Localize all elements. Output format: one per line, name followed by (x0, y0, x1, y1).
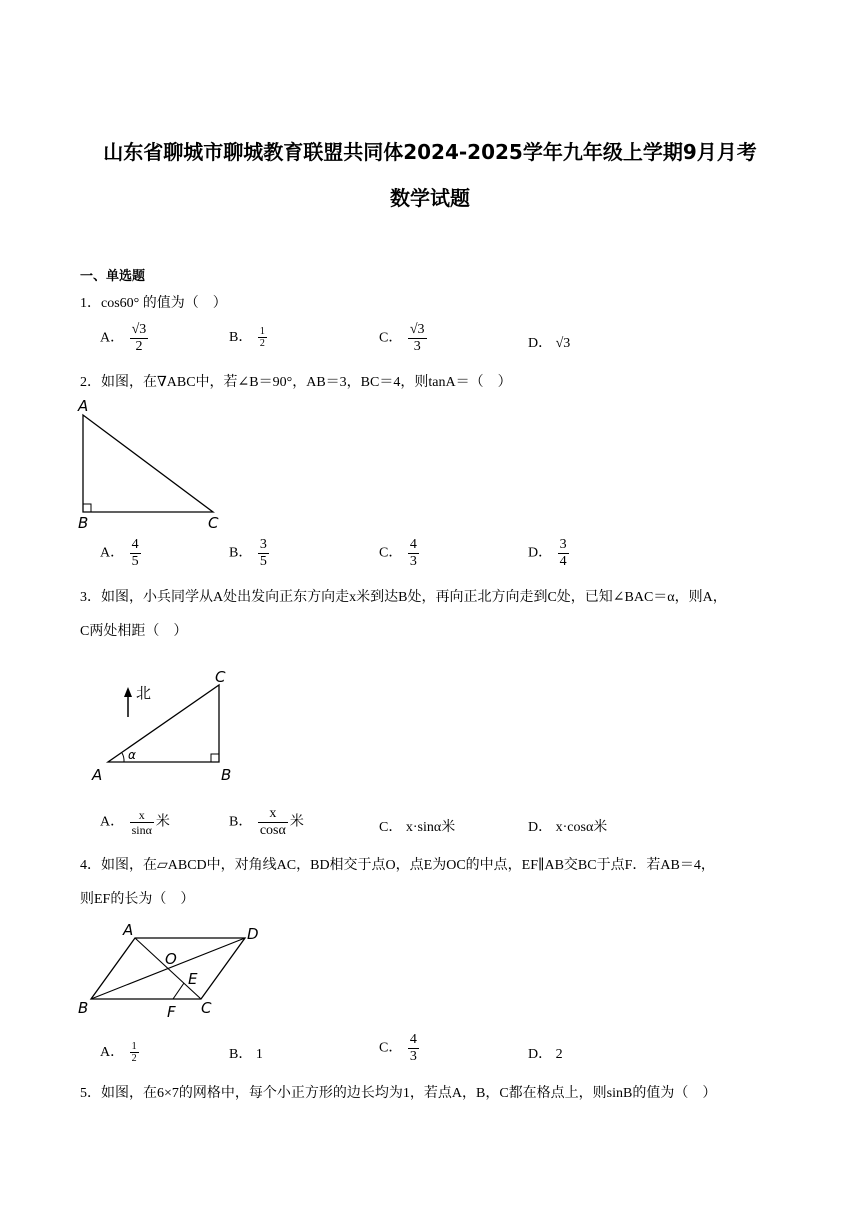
option-letter: C． (379, 820, 403, 835)
vertex-label-b: B (221, 766, 232, 784)
vertex-label-a: A (78, 397, 89, 415)
option-letter: A． (100, 545, 125, 561)
option-letter: B． (229, 814, 253, 830)
vertex-label-c: C (208, 514, 219, 532)
q2-option-c[interactable] (379, 537, 421, 570)
option-letter: A． (100, 330, 125, 346)
option-letter: A． (100, 814, 125, 830)
q4-option-a[interactable] (100, 1041, 141, 1064)
vertex-label-a: A (123, 921, 134, 939)
unit-label: 米 (441, 820, 456, 835)
point-label-e: E (188, 970, 198, 988)
unit-label: 米 (289, 814, 304, 830)
q3-option-a[interactable] (100, 808, 170, 837)
option-letter: B． (229, 1047, 253, 1062)
point-label-o: O (165, 950, 177, 968)
q3-option-c[interactable] (379, 816, 455, 836)
q2-option-b[interactable] (229, 537, 271, 570)
north-label: 北 (136, 684, 152, 702)
fraction-denominator: 4 (559, 554, 567, 569)
vertex-label-d: D (247, 925, 259, 943)
fraction-denominator: 2 (131, 1053, 137, 1065)
question-2-stem: 2．如图，在∇ABC中，若∠B＝90°，AB＝3，BC＝4，则tanA＝（ ） (80, 375, 512, 390)
vertex-label-c: C (201, 999, 212, 1017)
unit-label: 米 (593, 820, 608, 835)
fraction-numerator: 1 (259, 326, 265, 338)
option-letter: D． (528, 545, 553, 561)
option-letter: B． (229, 330, 253, 345)
section-heading: 一、单选题 (80, 269, 146, 284)
vertex-label-b: B (78, 514, 89, 532)
fraction-denominator: 2 (135, 339, 143, 354)
fraction-numerator: x (258, 806, 288, 823)
fraction-numerator: 3 (259, 537, 267, 552)
q1-option-b[interactable] (229, 326, 269, 349)
question-4-stem-line1: 4．如图，在▱ABCD中，对角线AC，BD相交于点O，点E为OC的中点，EF∥AB交BC于点F．若AB＝4， (80, 858, 715, 873)
option-value: √3 (555, 336, 571, 351)
q4-option-c[interactable] (379, 1032, 421, 1065)
q1-option-c[interactable] (379, 322, 429, 355)
option-letter: C． (379, 1040, 403, 1056)
option-value: 2 (555, 1047, 563, 1062)
q1-option-d[interactable] (528, 332, 570, 352)
page-title: 山东省聊城市聊城教育联盟共同体2024-2025学年九年级上学期9月月考 (103, 140, 757, 164)
q2-option-a[interactable] (100, 537, 143, 570)
fraction-denominator: 5 (259, 554, 267, 569)
option-value: x·sinα (405, 820, 442, 835)
option-letter: D． (528, 820, 553, 835)
unit-label: 米 (155, 814, 170, 830)
option-letter: A． (100, 1045, 125, 1060)
q4-parallelogram-figure (75, 922, 275, 1022)
angle-label-alpha: α (128, 748, 136, 762)
vertex-label-c: C (215, 668, 226, 686)
option-letter: D． (528, 336, 553, 351)
question-1-stem: 1．cos60° 的值为（ ） (80, 296, 227, 311)
q2-option-d[interactable] (528, 537, 571, 570)
fraction-numerator: √3 (409, 322, 425, 337)
fraction-denominator: sinα (131, 823, 152, 837)
fraction-denominator: 3 (413, 339, 421, 354)
fraction-numerator: 3 (559, 537, 567, 552)
option-value: x·cosα (555, 820, 594, 835)
fraction-numerator: 4 (409, 1032, 417, 1047)
vertex-label-b: B (78, 999, 89, 1017)
q1-option-a[interactable] (100, 322, 150, 355)
q3-triangle-figure (90, 665, 250, 785)
option-letter: C． (379, 545, 403, 561)
q2-right-triangle-figure (70, 395, 230, 535)
option-value: 1 (255, 1047, 263, 1062)
option-letter: D． (528, 1047, 553, 1062)
fraction-numerator: 1 (131, 1041, 137, 1053)
fraction-denominator: 2 (259, 338, 265, 350)
q3-option-d[interactable] (528, 816, 607, 836)
fraction-numerator: 4 (409, 537, 417, 552)
q3-option-b[interactable] (229, 806, 304, 839)
option-letter: B． (229, 545, 253, 561)
question-4-stem-line2: 则EF的长为（ ） (80, 892, 195, 907)
page-subtitle: 数学试题 (390, 186, 470, 210)
fraction-denominator: cosα (259, 823, 286, 838)
question-3-stem-line2: C两处相距（ ） (80, 624, 188, 639)
vertex-label-a: A (92, 766, 103, 784)
q4-option-d[interactable] (528, 1043, 563, 1063)
fraction-denominator: 5 (131, 554, 139, 569)
point-label-f: F (167, 1003, 176, 1021)
q4-option-b[interactable] (229, 1043, 263, 1063)
option-letter: C． (379, 330, 403, 346)
question-5-stem: 5．如图，在6×7的网格中，每个小正方形的边长均为1，若点A，B，C都在格点上，则sinB的值为（ ） (80, 1086, 717, 1101)
fraction-denominator: 3 (409, 1049, 417, 1064)
fraction-numerator: 4 (131, 537, 139, 552)
fraction-numerator: √3 (131, 322, 147, 337)
fraction-numerator: x (130, 808, 154, 823)
fraction-denominator: 3 (409, 554, 417, 569)
question-3-stem-line1: 3．如图，小兵同学从A处出发向正东方向走x米到达B处，再向正北方向走到C处，已知∠BAC＝α，则A， (80, 590, 727, 605)
